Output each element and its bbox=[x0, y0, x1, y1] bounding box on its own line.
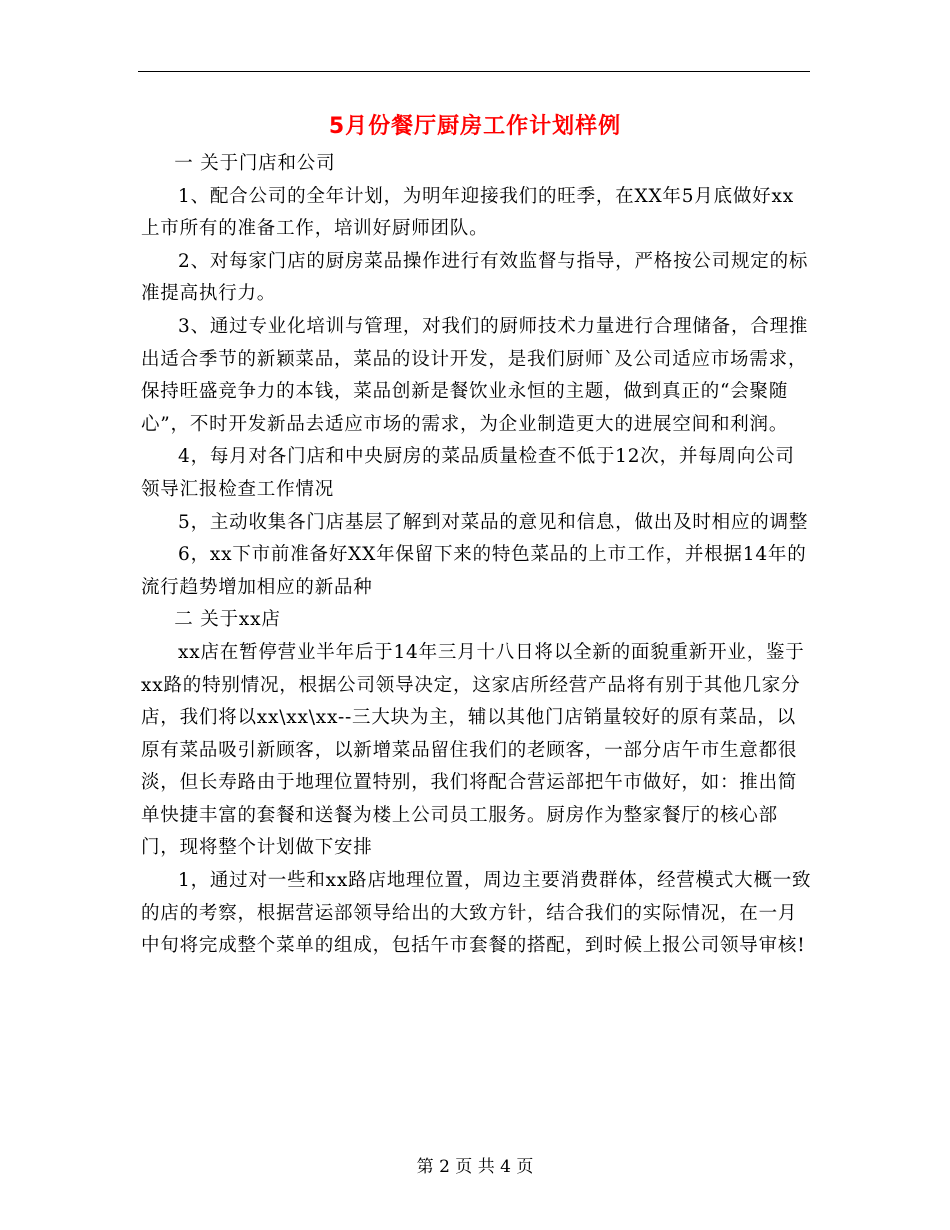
document-body bbox=[141, 148, 813, 963]
paragraph-item-5: 5，主动收集各门店基层了解到对菜品的意见和信息，做出及时相应的调整 bbox=[178, 511, 809, 533]
paragraph-item-2: 2、对每家门店的厨房菜品操作进行有效监督与指导，严格按公司规定的标准提高执行力。 bbox=[141, 250, 809, 305]
section-heading-xx-store: 二 关于xx店 bbox=[174, 609, 281, 631]
paragraph-xx-store-intro: xx店在暂停营业半年后于14年三月十八日将以全新的面貌重新开业，鉴于xx路的特别情况，根据公司领导决定，这家店所经营产品将有别于其他几家分店，我们将以xx\xx\xx--三大块为主，辅以其他门店销量较好的原有菜品，以原有菜品吸引新顾客，以新增菜品留住我们的老顾客，一部分店午市生意都很淡，但长寿路由于地理位置特别，我们将配合营运部把午市做好，如：推出简单快捷丰富的套餐和送餐为楼上公司员工服务。厨房作为整家餐厅的核心部门，现将整个计划做下安排 bbox=[141, 641, 805, 859]
paragraph-item-3: 3、通过专业化培训与管理，对我们的厨师技术力量进行合理储备，合理推出适合季节的新颖菜品，菜品的设计开发，是我们厨师`及公司适应市场需求，保持旺盛竞争力的本钱，菜品创新是餐饮业永恒的主题，做到真正的“会聚随心”，不时开发新品去适应市场的需求，为企业制造更大的进展空间和利润。 bbox=[141, 315, 809, 435]
section-heading-stores-and-company: 一 关于门店和公司 bbox=[174, 153, 336, 174]
header-rule bbox=[138, 71, 810, 72]
paragraph-item-6: 6，xx下市前准备好XX年保留下来的特色菜品的上市工作，并根据14年的流行趋势增加相应的新品种 bbox=[141, 544, 807, 598]
document-title: 5月份餐厅厨房工作计划样例 bbox=[328, 114, 622, 139]
paragraph-item-1: 1、配合公司的全年计划，为明年迎接我们的旺季，在XX年5月底做好xx上市所有的准备工作，培训好厨师团队。 bbox=[141, 185, 794, 240]
page-number: 第 2 页 共 4 页 bbox=[416, 1157, 534, 1177]
paragraph-item-4: 4，每月对各门店和中央厨房的菜品质量检查不低于12次，并每周向公司领导汇报检查工作情况 bbox=[141, 446, 795, 500]
paragraph-xx-store-item-1: 1，通过对一些和xx路店地理位置，周边主要消费群体，经营模式大概一致的店的考察，根据营运部领导给出的大致方针，结合我们的实际情况，在一月中旬将完成整个菜单的组成，包括午市套餐的搭配，到时候上报公司领导审核! bbox=[141, 870, 812, 957]
